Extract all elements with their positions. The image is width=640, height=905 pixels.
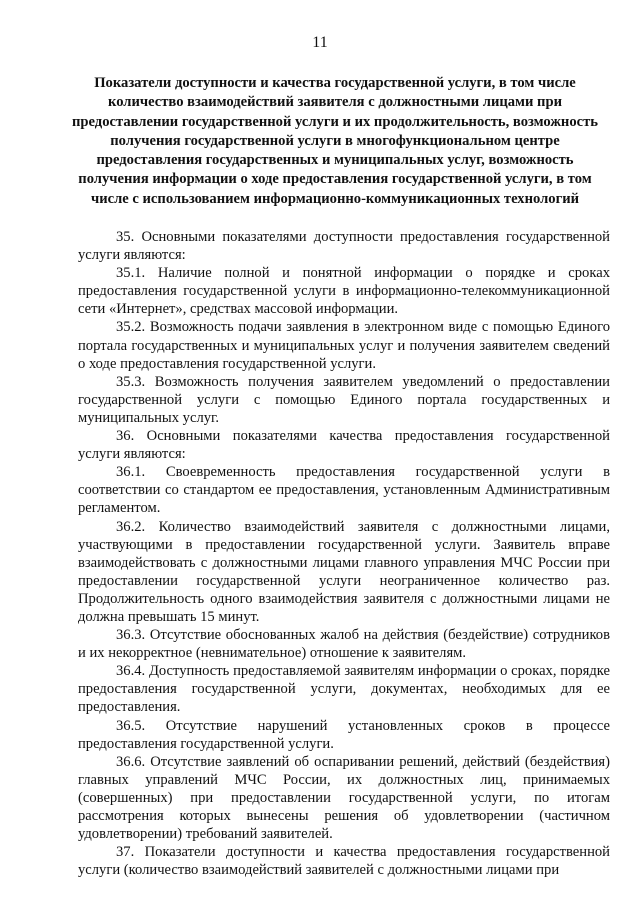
paragraph-37: 37. Показатели доступности и качества предоставления государственной услуги (количество взаимодействий заявителей с должностными лицами при [78, 844, 610, 879]
paragraph-35-3: 35.3. Возможность получения заявителем уведомлений о предоставлении государственной услуги с помощью Единого портала государственных и муниципальных услуг. [78, 373, 610, 426]
paragraph-36-6: 36.6. Отсутствие заявлений об оспаривании решений, действий (бездействия) главных управлений МЧС России, их должностных лиц, принимаемых (совершенных) при предоставлении государственной услуги, по итогам рассмотрения которых вынесены решения об удовлетворении (частичном удовлетворении) требований заявителей. [78, 753, 610, 843]
page-number: 11 [312, 34, 328, 51]
document-body [78, 228, 610, 879]
paragraph-36-3: 36.3. Отсутствие обоснованных жалоб на действия (бездействие) сотрудников и их некорректное (невнимательное) отношение к заявителям. [78, 627, 610, 662]
paragraph-35-2: 35.2. Возможность подачи заявления в электронном виде с помощью Единого портала государственных и муниципальных услуг и получения заявителем сведений о ходе предоставления государственной услуги. [78, 319, 610, 372]
paragraph-36-2: 36.2. Количество взаимодействий заявителя с должностными лицами, участвующими в предоставлении государственной услуги. Заявитель вправе взаимодействовать с должностными лицами главного управления МЧС России при предоставлении государственной услуги неограниченное количество раз. Продолжительность одного взаимодействия заявителя с должностными лицами не должна превышать 15 минут. [78, 518, 610, 625]
paragraph-36: 36. Основными показателями качества предоставления государственной услуги являются: [78, 428, 610, 463]
paragraph-35-1: 35.1. Наличие полной и понятной информации о порядке и сроках предоставления государственной услуги в информационно-телекоммуникационной сети «Интернет», средствах массовой информации. [78, 265, 610, 318]
paragraph-36-4: 36.4. Доступность предоставляемой заявителям информации о сроках, порядке предоставления государственной услуги, документах, необходимых для ее предоставления. [78, 663, 610, 716]
paragraph-36-5: 36.5. Отсутствие нарушений установленных сроков в процессе предоставления государственной услуги. [78, 717, 610, 752]
section-heading: Показатели доступности и качества государственной услуги, в том числе количество взаимодействий заявителя с должностными лицами при предоставлении государственной услуги и их продолжительность, возможность получения государственной услуги в многофункциональном центре предоставления государственных и муниципальных услуг, возможность получения информации о ходе предоставления государственной услуги, в том числе с использованием информационно-коммуникационных технологий [72, 75, 598, 207]
paragraph-35: 35. Основными показателями доступности предоставления государственной услуги являются: [78, 229, 610, 264]
paragraph-36-1: 36.1. Своевременность предоставления государственной услуги в соответствии со стандартом ее предоставления, установленным Административным регламентом. [78, 464, 610, 517]
